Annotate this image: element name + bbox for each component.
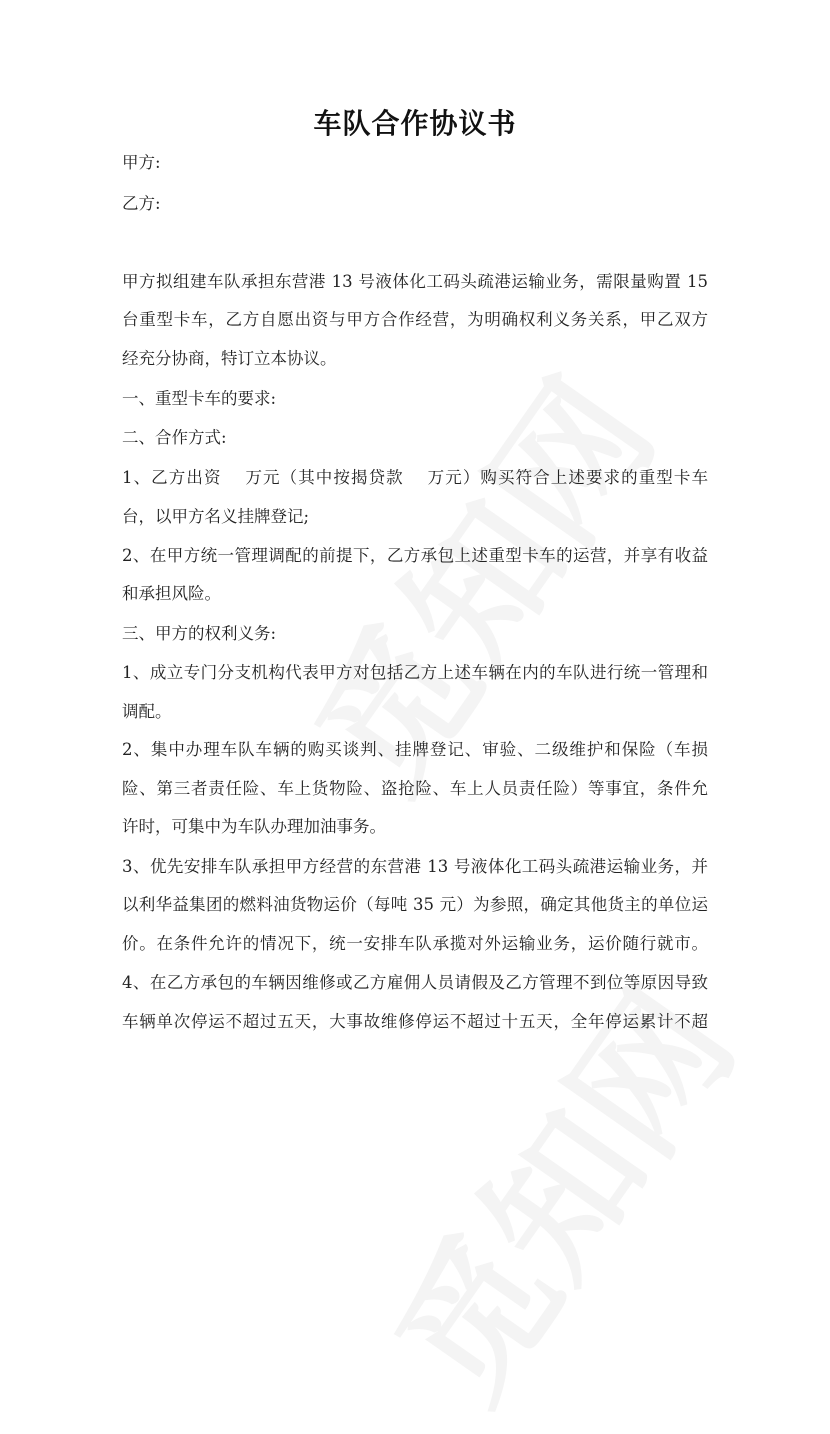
text-line: 和承担风险。: [122, 584, 221, 603]
document-title: 车队合作协议书: [313, 107, 517, 140]
text-line: 1、乙方出资 万元（其中按揭贷款 万元）购买符合上述要求的重型卡车: [122, 468, 708, 487]
text-line: 车辆单次停运不超过五天，大事故维修停运不超过十五天，全年停运累计不超: [122, 1012, 708, 1031]
text-line: 一、重型卡车的要求:: [122, 389, 277, 408]
text-line: 4、在乙方承包的车辆因维修或乙方雇佣人员请假及乙方管理不到位等原因导致: [122, 973, 708, 992]
text-line: 许时，可集中为车队办理加油事务。: [122, 817, 386, 836]
text-line: 二、合作方式:: [122, 428, 227, 447]
text-line: 险、第三者责任险、车上货物险、盗抢险、车上人员责任险）等事宜，条件允: [122, 779, 708, 798]
text-line: 乙方:: [122, 194, 161, 213]
text-line: 甲方:: [122, 153, 161, 172]
text-line: 调配。: [122, 702, 172, 721]
text-line: 3、优先安排车队承担甲方经营的东营港 13 号液体化工码头疏港运输业务，并: [122, 857, 708, 876]
text-line: 台重型卡车，乙方自愿出资与甲方合作经营，为明确权利义务关系，甲乙双方: [122, 310, 708, 329]
text-line: 台，以甲方名义挂牌登记;: [122, 507, 310, 526]
text-line: 三、甲方的权利义务:: [122, 624, 277, 643]
text-line: 1、成立专门分支机构代表甲方对包括乙方上述车辆在内的车队进行统一管理和: [122, 663, 708, 682]
text-line: 2、集中办理车队车辆的购买谈判、挂牌登记、审验、二级维护和保险（车损: [122, 740, 708, 759]
text-line: 价。在条件允许的情况下，统一安排车队承揽对外运输业务，运价随行就市。: [122, 934, 708, 953]
text-line: 甲方拟组建车队承担东营港 13 号液体化工码头疏港运输业务，需限量购置 15: [122, 272, 708, 291]
text-line: 2、在甲方统一管理调配的前提下，乙方承包上述重型卡车的运营，并享有收益: [122, 546, 708, 565]
text-line: 经充分协商，特订立本协议。: [122, 349, 337, 368]
text-line: 以利华益集团的燃料油货物运价（每吨 35 元）为参照，确定其他货主的单位运: [122, 895, 708, 914]
